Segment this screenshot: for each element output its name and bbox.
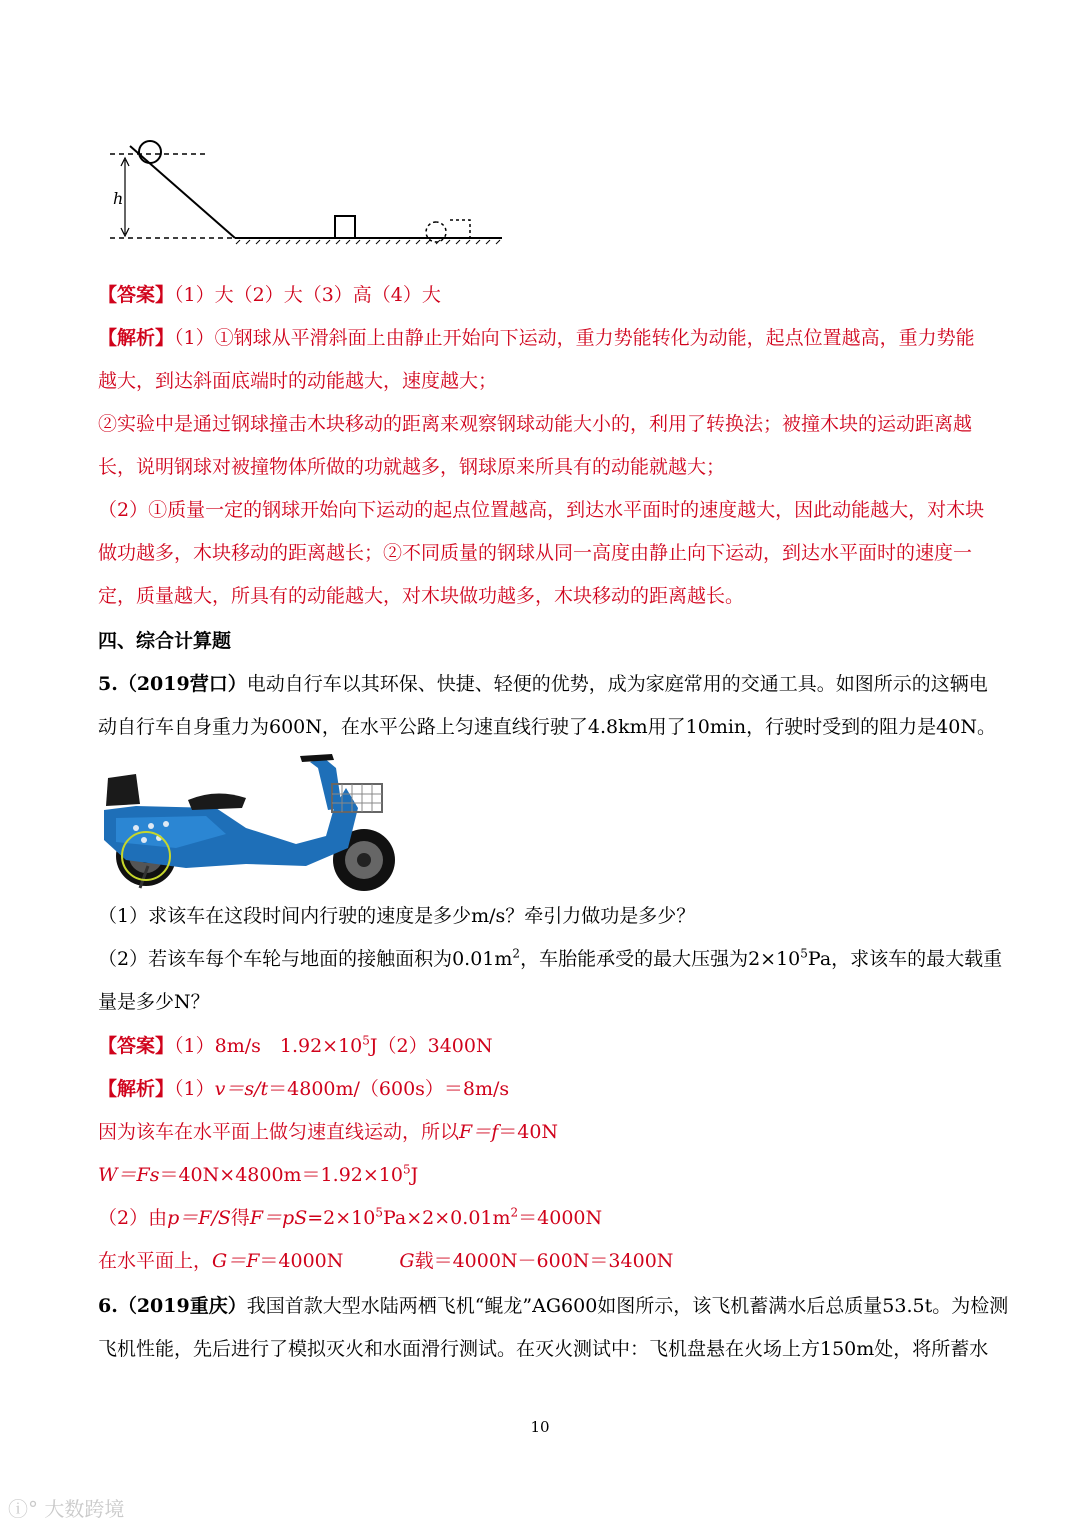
formula-text: G <box>399 1250 415 1272</box>
solution-text: =2×10 <box>307 1207 376 1229</box>
superscript: 5 <box>402 1162 411 1177</box>
superscript: 5 <box>800 946 808 961</box>
answer-tag: 【答案】 <box>98 1035 175 1057</box>
solution-text: Pa×2×0.01m <box>383 1207 511 1229</box>
ground-hatching <box>236 240 500 244</box>
formula-text: p＝F/S <box>167 1207 231 1229</box>
analysis-text: （1）①钢球从平滑斜面上由静止开始向下运动，重力势能转化为动能，起点位置越高，重力势能 <box>174 327 975 349</box>
solution-text: J <box>410 1164 419 1186</box>
wood-block <box>335 216 355 238</box>
height-label: h <box>113 189 124 208</box>
solution-text: 因为该车在水平面上做匀速直线运动，所以 <box>98 1121 460 1143</box>
question-6-line: 飞机性能，先后进行了模拟灭火和水面滑行测试。在灭火测试中：飞机盘悬在火场上方150m处，将所蓄水 <box>98 1338 989 1360</box>
formula-text: F＝pS <box>249 1207 308 1229</box>
solution-text: 得 <box>230 1207 250 1229</box>
ramp-diagram <box>100 130 510 250</box>
question-5-sub1: （1）求该车在这段时间内行驶的速度是多少m/s？牵引力做功是多少？ <box>98 905 696 927</box>
answer-line <box>98 283 441 307</box>
formula-text: W＝Fs <box>98 1164 160 1186</box>
steel-ball <box>139 141 161 163</box>
electric-bike-image <box>96 748 416 894</box>
question-5-text: 电动自行车以其环保、快捷、轻便的优势，成为家庭常用的交通工具。如图所示的这辆电 <box>246 673 988 695</box>
question-5-sub2-text: ，车胎能承受的最大压强为2×10 <box>520 948 801 970</box>
question-5-sub2 <box>98 947 1002 971</box>
answer-tag: 【答案】 <box>98 284 175 306</box>
ramp-slope <box>130 146 235 238</box>
solution-text: （1） <box>174 1078 215 1100</box>
answer-text: （1）大（2）大（3）高（4）大 <box>174 284 441 306</box>
question-5-sub2-text: Pa，求该车的最大载重 <box>807 948 1003 970</box>
question-5-line <box>98 672 988 696</box>
analysis-line: 做功越多，木块移动的距离越长；②不同质量的钢球从同一高度由静止向下运动，到达水平面时的速度一 <box>98 542 973 564</box>
analysis-line: 长，说明钢球对被撞物体所做的功就越多，钢球原来所具有的动能就越大； <box>98 456 726 478</box>
solution-text: ＝40N <box>498 1121 559 1143</box>
answer-line <box>98 1034 493 1058</box>
solution-text: ＝4000N <box>518 1207 603 1229</box>
question-5-sub2-text: （2）若该车每个车轮与地面的接触面积为0.01m <box>98 948 513 970</box>
watermark-text: 大数跨境 <box>44 1497 125 1521</box>
solution-text: 在水平面上， <box>98 1250 213 1272</box>
analysis-tag: 【解析】 <box>98 1078 175 1100</box>
watermark-logo-icon: ⓘ° <box>8 1497 38 1521</box>
solution-text: ＝40N×4800m＝1.92×10 <box>159 1164 403 1186</box>
solution-line <box>98 1077 509 1101</box>
solution-text: ＝4000N <box>259 1250 344 1272</box>
section-title: 四、综合计算题 <box>98 630 232 652</box>
solution-line <box>98 1206 602 1230</box>
analysis-line: 越大，到达斜面底端时的动能越大，速度越大； <box>98 370 498 392</box>
solution-text: ＝4800m/（600s）＝8m/s <box>268 1078 510 1100</box>
formula-text: G＝F <box>212 1250 260 1272</box>
superscript: 2 <box>510 1205 519 1220</box>
superscript: 2 <box>512 946 521 961</box>
question-6-line <box>98 1294 1008 1318</box>
analysis-line: 定，质量越大，所具有的动能越大，对木块做功越多，木块移动的距离越长。 <box>98 585 745 607</box>
solution-line <box>98 1163 418 1187</box>
superscript: 5 <box>375 1205 383 1220</box>
question-6-text: 我国首款大型水陆两栖飞机“鲲龙”AG600如图所示，该飞机蓄满水后总质量53.5t。为检测 <box>246 1295 1009 1317</box>
watermark <box>8 1493 124 1522</box>
superscript: 5 <box>362 1033 370 1048</box>
analysis-line: ②实验中是通过钢球撞击木块移动的距离来观察钢球动能大小的，利用了转换法；被撞木块的运动距离越 <box>98 413 973 435</box>
question-5-sub2-line2: 量是多少N？ <box>98 991 210 1013</box>
analysis-line: （2）①质量一定的钢球开始向下运动的起点位置越高，到达水平面时的速度越大，因此动能越大，对木块 <box>98 499 985 521</box>
solution-text: （2）由 <box>98 1207 168 1229</box>
solution-text: 载＝4000N－600N＝3400N <box>414 1250 674 1272</box>
question-5-line: 动自行车自身重力为600N，在水平公路上匀速直线行驶了4.8km用了10min，行驶时受到的阻力是40N。 <box>98 716 996 738</box>
question-5-number: 5.（2019营口） <box>98 673 247 695</box>
answer-text: （1）8m/s 1.92×10 <box>174 1035 363 1057</box>
page-number: 10 <box>530 1418 550 1436</box>
analysis-tag: 【解析】 <box>98 327 175 349</box>
answer-text: J（2）3400N <box>369 1035 493 1057</box>
solution-line <box>98 1120 558 1144</box>
question-6-number: 6.（2019重庆） <box>98 1295 247 1317</box>
formula-text: F＝f <box>459 1121 499 1143</box>
solution-line <box>98 1249 673 1273</box>
formula-text: v＝s/t <box>214 1078 269 1100</box>
analysis-line <box>98 326 975 350</box>
